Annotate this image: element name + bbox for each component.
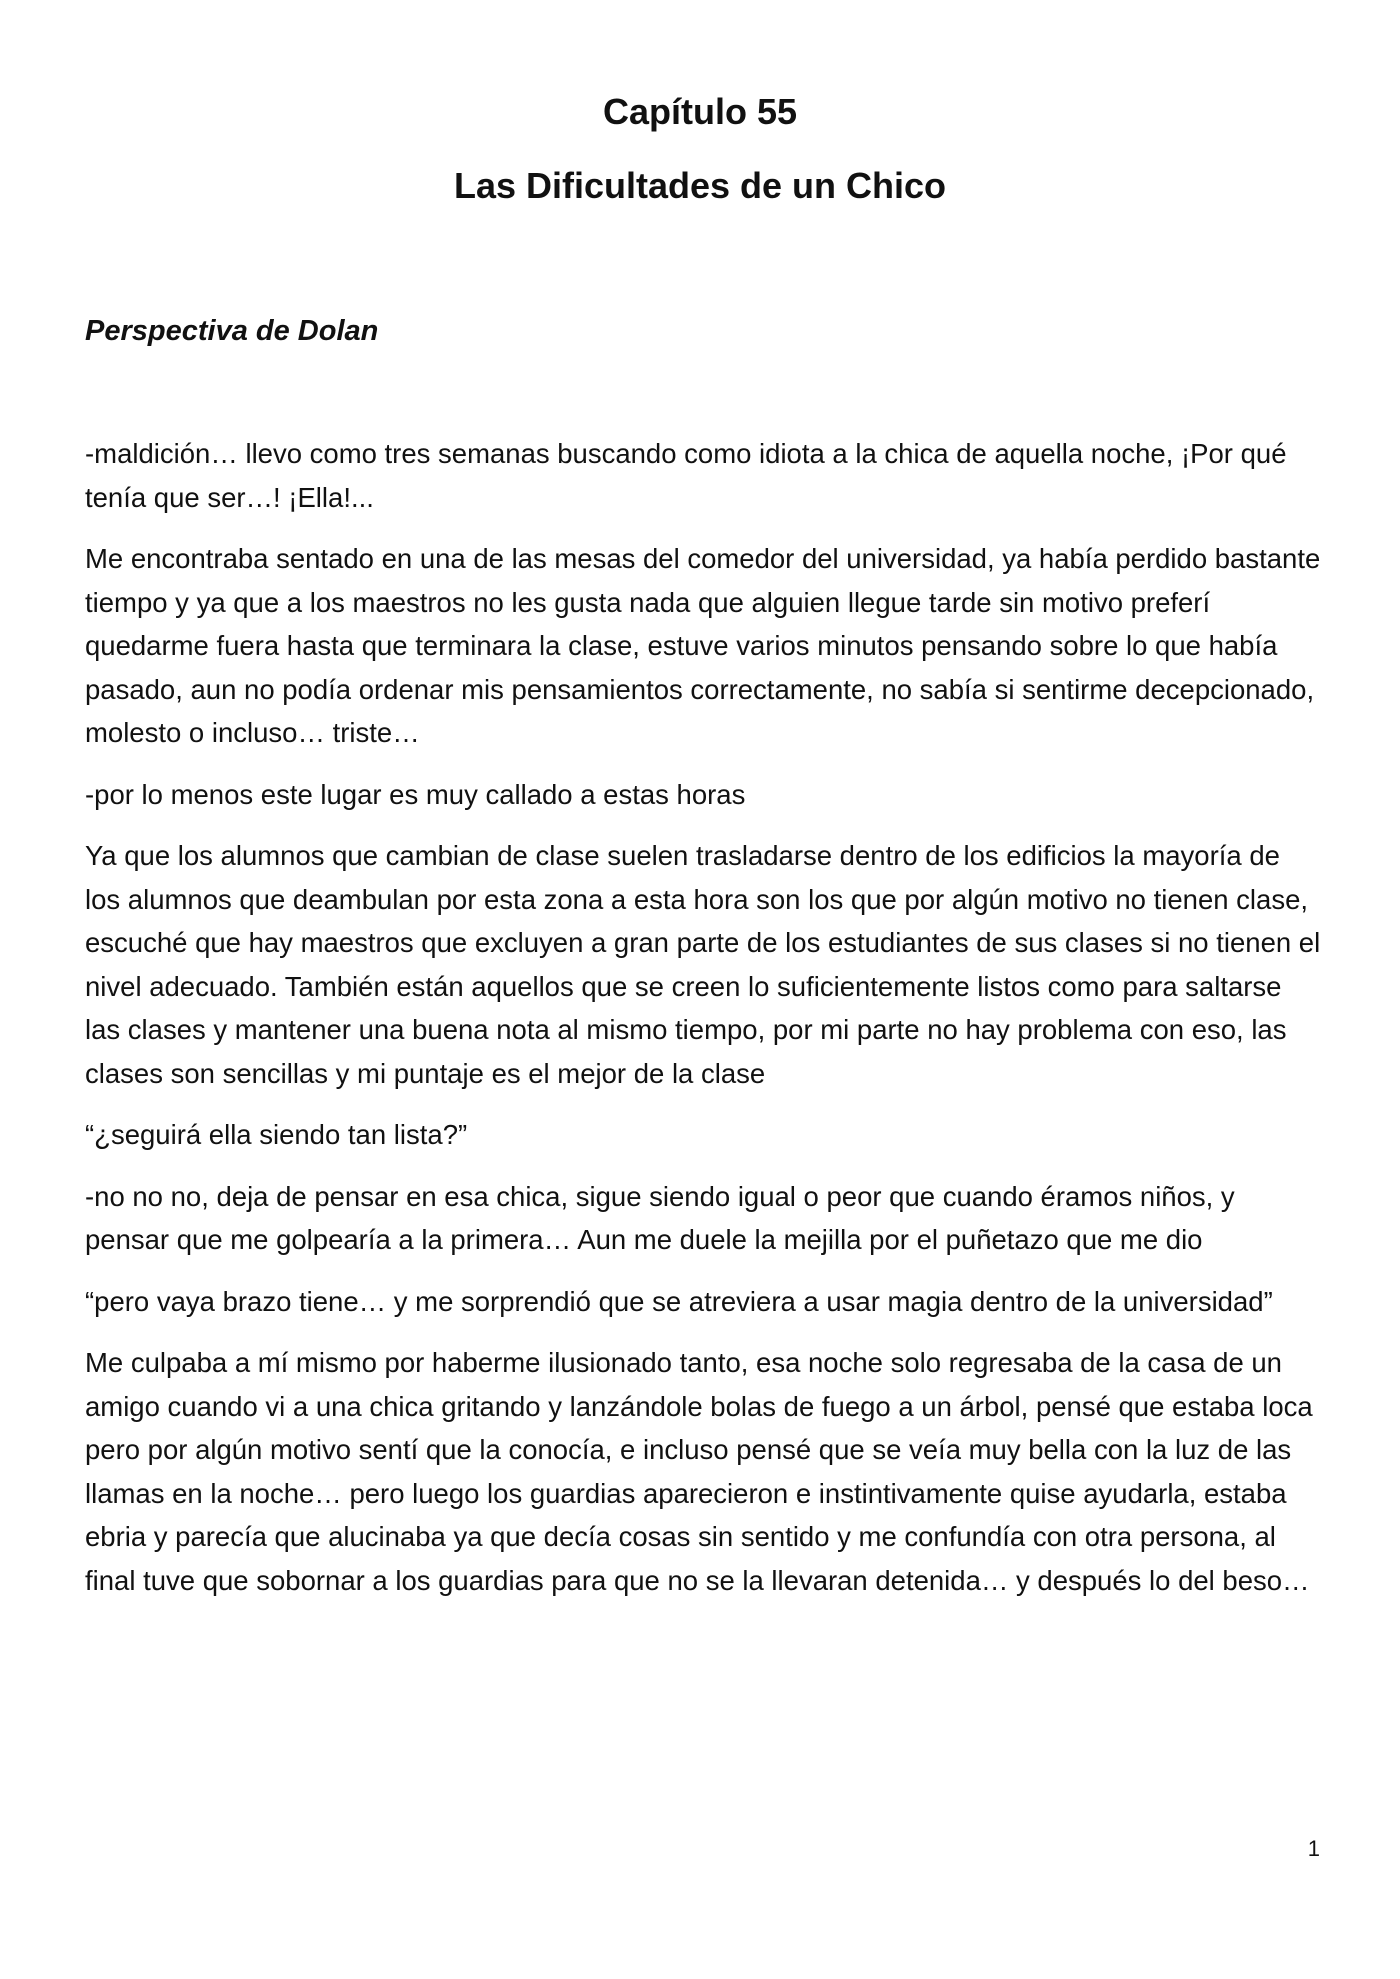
chapter-title: Las Dificultades de un Chico [453,165,947,206]
paragraph: Me encontraba sentado en una de las mesas del comedor del universidad, ya había perdido bastante tiempo y ya que a los maestros no les gusta nada que alguien llegue tarde sin motivo preferí quedarme fuera hasta que terminara la clase, estuve varios minutos pensando sobre lo que había pasado, aun no podía ordenar mis pensamientos correctamente, no sabía si sentirme decepcionado, molesto o incluso… triste… [85,543,1321,748]
chapter-number: Capítulo 55 [602,91,798,132]
paragraph: “pero vaya brazo tiene… y me sorprendió que se atreviera a usar magia dentro de la universidad” [85,1285,1273,1317]
perspective-heading: Perspectiva de Dolan [85,315,379,347]
paragraph: -maldición… llevo como tres semanas buscando como idiota a la chica de aquella noche, ¡Por qué tenía que ser…! ¡Ella!... [85,438,1287,513]
chapter-body [85,432,1321,1620]
paragraph: -no no no, deja de pensar en esa chica, sigue siendo igual o peor que cuando éramos niños, y pensar que me golpearía a la primera… Aun me duele la mejilla por el puñetazo que me dio [85,1180,1235,1255]
paragraph: “¿seguirá ella siendo tan lista?” [85,1119,468,1150]
paragraph: Ya que los alumnos que cambian de clase suelen trasladarse dentro de los edificios la mayoría de los alumnos que deambulan por esta zona a esta hora son los que por algún motivo no tienen clase, escuché que hay maestros que excluyen a gran parte de los estudiantes de sus clases si no tienen el nivel adecuado. También están aquellos que se creen lo suficientemente listos como para saltarse las clases y mantener una buena nota al mismo tiempo, por mi parte no hay problema con eso, las clases son sencillas y mi puntaje es el mejor de la clase [85,840,1321,1089]
page-number: 1 [1307,1836,1320,1861]
paragraph: Me culpaba a mí mismo por haberme ilusionado tanto, esa noche solo regresaba de la casa de un amigo cuando vi a una chica gritando y lanzándole bolas de fuego a un árbol, pensé que estaba loca pero por algún motivo sentí que la conocía, e incluso pensé que se veía muy bella con la luz de las llamas en la noche… pero luego los guardias aparecieron e instintivamente quise ayudarla, estaba ebria y parecía que alucinaba ya que decía cosas sin sentido y me confundía con otra persona, al final tuve que sobornar a los guardias para que no se la llevaran detenida… y después lo del beso… [85,1347,1313,1596]
paragraph: -por lo menos este lugar es muy callado a estas horas [85,778,746,810]
